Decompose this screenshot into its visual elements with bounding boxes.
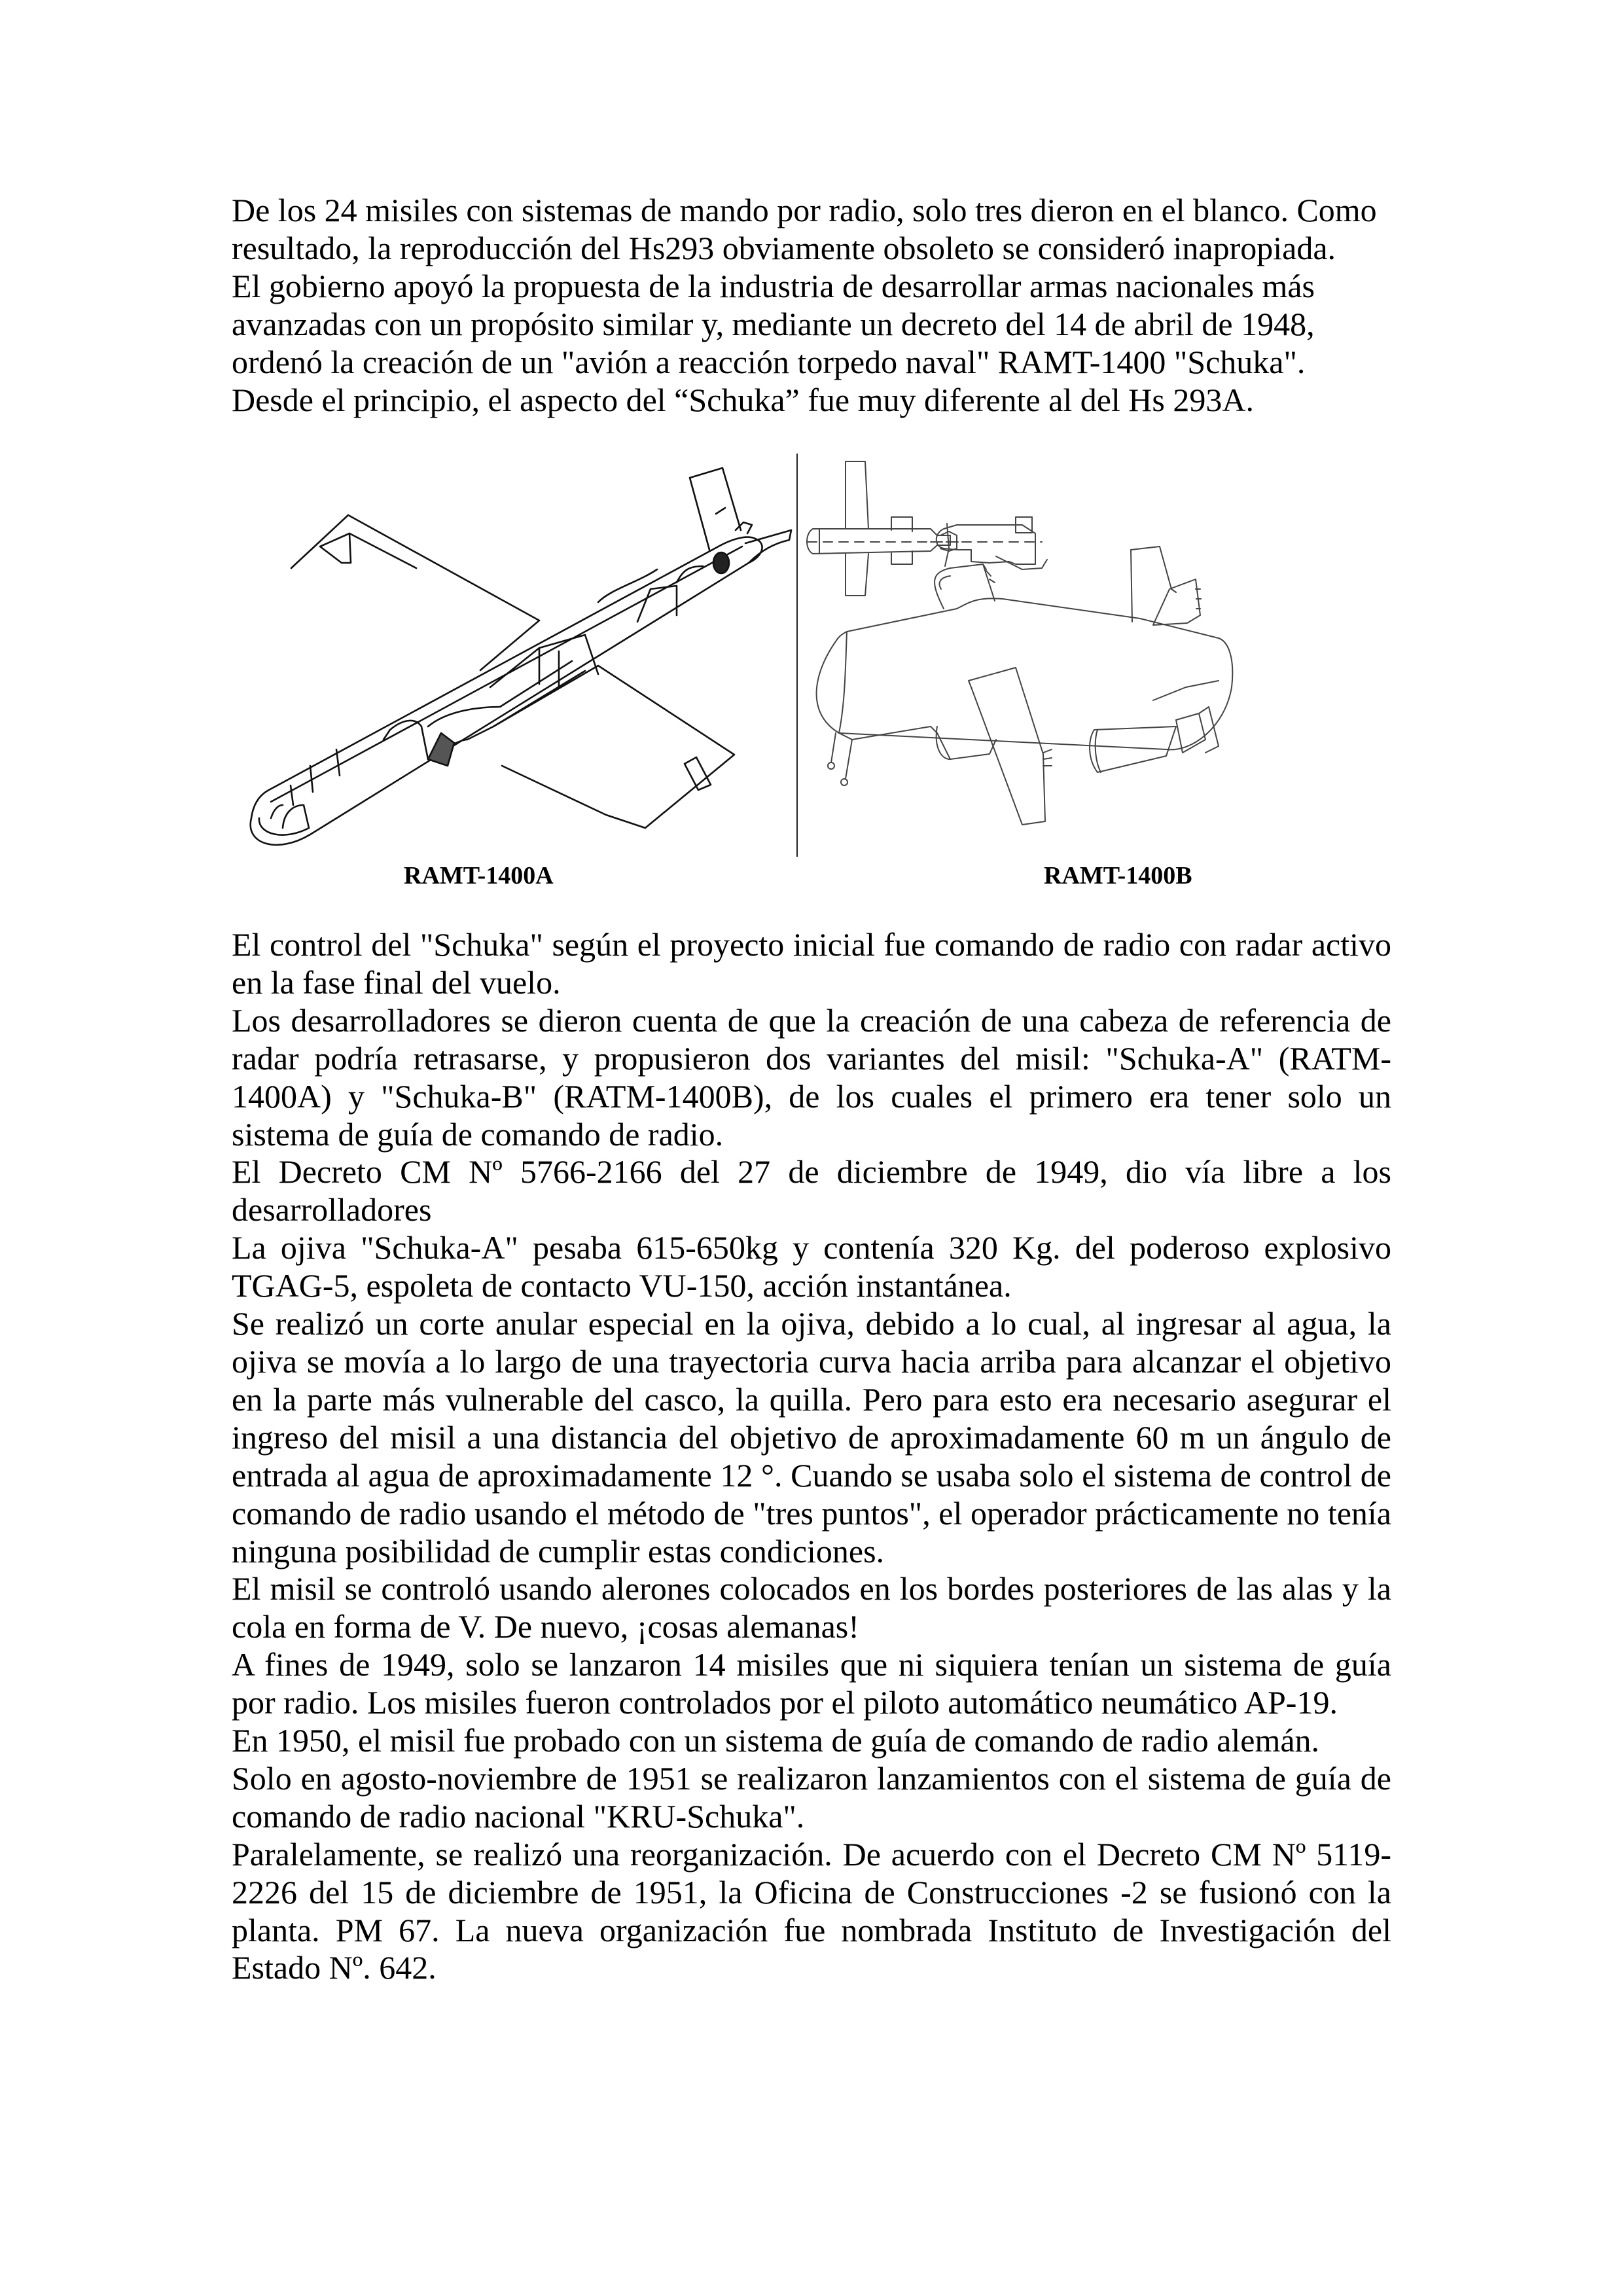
figure-caption-b: RAMT-1400B — [1044, 862, 1192, 889]
paragraph: A fines de 1949, solo se lanzaron 14 misiles que ni siquiera tenían un sistema de guía por radio. Los misiles fueron controlados por el piloto automático neumático AP-19. — [232, 1646, 1391, 1721]
paragraph: El gobierno apoyó la propuesta de la industria de desarrollar armas nacionales más avanzadas con un propósito similar y, mediante un decreto del 14 de abril de 1948, ordenó la creación de un "avión a reacción torpedo naval" RAMT-1400 "Schuka". — [232, 267, 1315, 380]
missile-cutaway-drawing-icon — [232, 452, 794, 870]
paragraph: El Decreto CM Nº 5766-2166 del 27 de diciembre de 1949, dio vía libre a los desarrolladores — [232, 1153, 1391, 1229]
paragraph: La ojiva "Schuka-A" pesaba 615-650kg y contenía 320 Kg. del poderoso explosivo TGAG-5, espoleta de contacto VU-150, acción instantánea. — [232, 1229, 1391, 1304]
paragraph: El misil se controló usando alerones colocados en los bordes posteriores de las alas y la cola en forma de V. De nuevo, ¡cosas alemanas! — [232, 1570, 1391, 1645]
paragraph: Se realizó un corte anular especial en la ojiva, debido a lo cual, al ingresar al agua, la ojiva se movía a lo largo de una trayectoria curva hacia arriba para alcanzar el objetivo en la parte más vulnerable del casco, la quilla. Pero para esto era necesario asegurar el ingreso del misil a una distancia del objetivo de aproximadamente 60 m un ángulo de entrada al agua de aproximadamente 12 °. Cuando se usaba solo el sistema de control de comando de radio usando el método de "tres puntos", el operador prácticamente no tenía ninguna posibilidad de cumplir estas condiciones. — [232, 1305, 1391, 1570]
paragraph: En 1950, el misil fue probado con un sistema de guía de comando de radio alemán. — [232, 1722, 1320, 1759]
body-text-block — [232, 926, 1391, 1987]
figure-caption-a: RAMT-1400A — [404, 862, 554, 889]
figure-divider — [796, 454, 798, 857]
paragraph: Solo en agosto-noviembre de 1951 se realizaron lanzamientos con el sistema de guía de comando de radio nacional "KRU-Schuka". — [232, 1759, 1391, 1835]
missile-three-view-drawing-icon — [800, 452, 1391, 870]
paragraph: Los desarrolladores se dieron cuenta de que la creación de una cabeza de referencia de radar podría retrasarse, y propusieron dos variantes del misil: "Schuka-A" (RATM-1400A) y "Schuka-B" (RATM-1400B), de los cuales el primero era tener solo un sistema de guía de comando de radio. — [232, 1001, 1391, 1153]
paragraph: El control del "Schuka" según el proyecto inicial fue comando de radio con radar activo en la fase final del vuelo. — [232, 926, 1391, 1001]
paragraph: Desde el principio, el aspecto del “Schuka” fue muy diferente al del Hs 293A. — [232, 381, 1254, 418]
missile-figure — [232, 452, 1391, 897]
paragraph: De los 24 misiles con sistemas de mando por radio, solo tres dieron en el blanco. Como resultado, la reproducción del Hs293 obviamente obsoleto se consideró inapropiada. — [232, 192, 1377, 266]
intro-text-block — [232, 192, 1391, 419]
paragraph: Paralelamente, se realizó una reorganización. De acuerdo con el Decreto CM Nº 5119-2226 del 15 de diciembre de 1951, la Oficina de Construcciones -2 se fusionó con la planta. PM 67. La nueva organización fue nombrada Instituto de Investigación del Estado Nº. 642. — [232, 1835, 1391, 1986]
